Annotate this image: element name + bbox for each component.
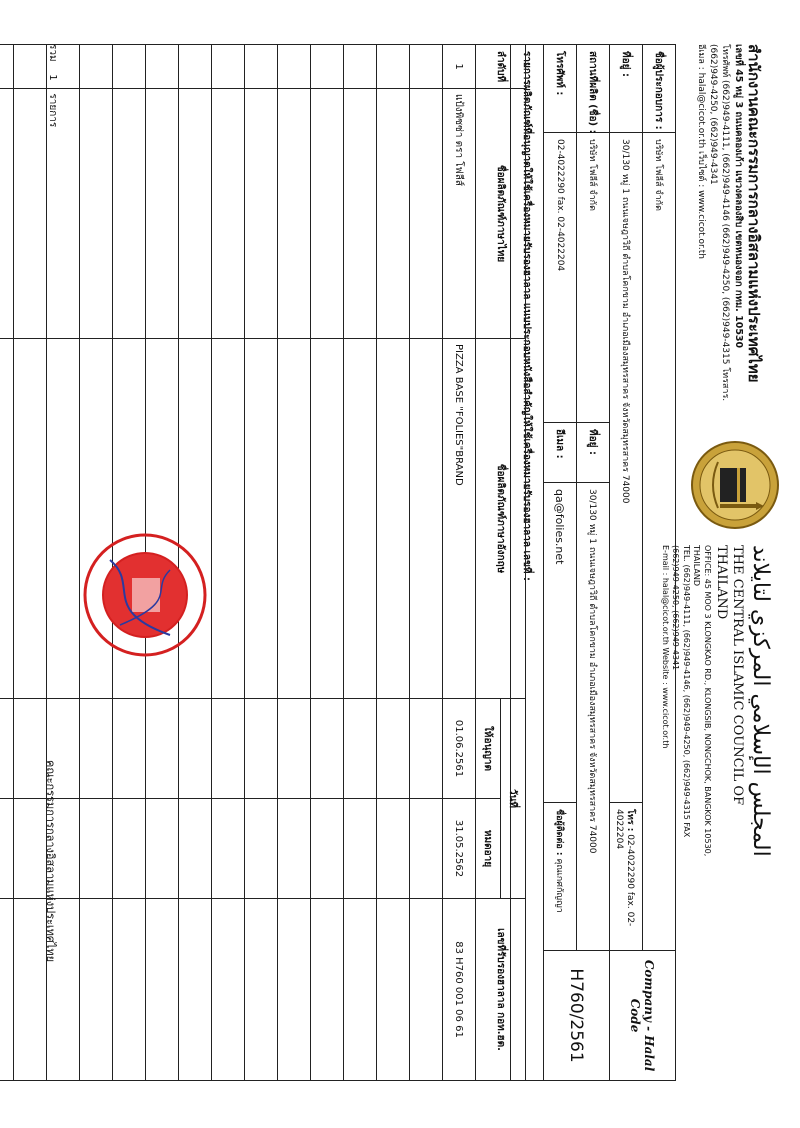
row-name-th xyxy=(80,89,113,339)
office-address-thai: เลขที่ 45 หมู่ 3 ถนนคลองเก้า แขวงคลองสิบ เขตหนองจอก กทม. 10530 xyxy=(732,44,744,349)
row-cert xyxy=(212,899,245,1081)
row-name-th xyxy=(113,89,146,339)
phone-value: 02-4022290 fax. 02-4022204 xyxy=(544,133,577,423)
phone-label: โทรศัพท์ : xyxy=(544,45,577,133)
row-issued xyxy=(410,699,443,799)
row-issued xyxy=(377,699,410,799)
row-cert xyxy=(278,899,311,1081)
row-expiry xyxy=(245,799,278,899)
row-issued xyxy=(80,699,113,799)
row-expiry xyxy=(179,799,212,899)
office-phone-english: TEL. (662)949-4111, (662)949-4146, (662)949-4250, (662)949-4315 FAX (662)949-4250, (662)949-4341 xyxy=(671,545,691,838)
row-cert: 83 H760 001 06 61 xyxy=(443,899,476,1081)
row-issued xyxy=(245,699,278,799)
col-header-no: ลำดับที่ xyxy=(476,45,526,89)
row-name-th xyxy=(179,89,212,339)
row-cert xyxy=(410,899,443,1081)
row-name-en xyxy=(344,339,377,699)
operator-value: บริษัท โฟลีส์ จำกัด xyxy=(643,133,676,951)
row-no: 1 xyxy=(443,45,476,89)
col-header-cert: เลขที่รับรองฮาลาล กอท.ฮต. xyxy=(476,899,526,1081)
row-no xyxy=(212,45,245,89)
col-header-date: วันที่ xyxy=(501,699,526,899)
office-email-thai: อีเมล : halal@cicot.or.th เว็บไซต์ : www.cicot.or.th xyxy=(695,44,706,260)
row-no xyxy=(113,45,146,89)
row-cert xyxy=(80,899,113,1081)
tel-label: โทร : xyxy=(625,809,635,832)
row-name-th xyxy=(146,89,179,339)
row-name-th xyxy=(344,89,377,339)
row-name-en xyxy=(377,339,410,699)
factory-address-label: ที่อยู่ : xyxy=(577,423,610,483)
row-no xyxy=(245,45,278,89)
row-no xyxy=(14,45,47,89)
row-name-en xyxy=(0,339,14,699)
table-row xyxy=(443,45,476,1081)
row-no xyxy=(377,45,410,89)
row-name-th: แป้งพิซซ่า ตรา โฟลีส์ xyxy=(443,89,476,339)
office-phone-thai: โทรศัพท์ (662)949-4111, (662)949-4146 (662)949-4250, (662)949-4315 โทรสาร. (662)949-4250, (662)949-4341 xyxy=(707,44,730,402)
col-header-name-th: ชื่อผลิตภัณฑ์ภาษาไทย xyxy=(476,89,526,339)
row-issued xyxy=(113,699,146,799)
row-issued xyxy=(344,699,377,799)
office-web-english: E-mail : halal@cicot.or.th Website : www.cicot.or.th xyxy=(661,545,671,749)
table-row xyxy=(212,45,245,1081)
official-red-stamp xyxy=(80,530,210,660)
row-issued xyxy=(212,699,245,799)
row-no xyxy=(311,45,344,89)
tel-value: 02-4022290 fax. 02-4022204 xyxy=(614,809,635,927)
row-expiry xyxy=(377,799,410,899)
address-value: 30/130 หมู่ 1 ถนนเจษฎาวิถี ตำบลโคกขาม อำเภอเมืองสมุทรสาคร จังหวัดสมุทรสาคร 74000 xyxy=(610,133,643,803)
row-expiry xyxy=(278,799,311,899)
email-label: อีเมล : xyxy=(544,423,577,483)
table-row xyxy=(377,45,410,1081)
contact-label: ชื่อผู้ติดต่อ : xyxy=(554,809,564,856)
row-issued: 01.06.2561 xyxy=(443,699,476,799)
company-halal-code-label: Company - Halal Code xyxy=(610,951,676,1081)
table-row xyxy=(278,45,311,1081)
row-issued xyxy=(179,699,212,799)
row-expiry xyxy=(0,799,14,899)
row-name-en: PIZZA BASE "FOLIES"BRAND xyxy=(443,339,476,699)
total-summary xyxy=(45,44,60,127)
row-name-th xyxy=(0,89,14,339)
total-count: 1 xyxy=(47,74,58,81)
contact-value: คุณเกศกัญญา xyxy=(554,858,564,913)
table-row xyxy=(311,45,344,1081)
row-expiry xyxy=(410,799,443,899)
row-no xyxy=(410,45,443,89)
operator-label: ชื่อผู้ประกอบการ : xyxy=(643,45,676,133)
office-header-english xyxy=(660,545,774,865)
total-label: รวม xyxy=(47,44,58,62)
row-no xyxy=(344,45,377,89)
factory-address-value: 30/130 หมู่ 1 ถนนเจษฎาวิถี ตำบลโคกขาม อำเภอเมืองสมุทรสาคร จังหวัดสมุทรสาคร 74000 xyxy=(577,483,610,951)
row-name-en xyxy=(311,339,344,699)
row-cert xyxy=(311,899,344,1081)
row-expiry xyxy=(146,799,179,899)
product-table xyxy=(0,44,526,1081)
row-name-en xyxy=(410,339,443,699)
table-row xyxy=(0,45,14,1081)
tel-cell xyxy=(610,803,643,951)
row-cert xyxy=(344,899,377,1081)
row-cert xyxy=(245,899,278,1081)
row-name-th xyxy=(410,89,443,339)
row-name-en xyxy=(245,339,278,699)
row-name-th xyxy=(377,89,410,339)
row-expiry xyxy=(212,799,245,899)
factory-value: บริษัท โฟลีส์ จำกัด xyxy=(577,133,610,423)
row-issued xyxy=(278,699,311,799)
address-label: ที่อยู่ : xyxy=(610,45,643,133)
row-name-th xyxy=(14,89,47,339)
row-name-th xyxy=(212,89,245,339)
office-name-arabic: المجلس الإسلامي المركزي لتايلاند xyxy=(748,545,773,857)
operator-info-table xyxy=(510,44,676,1081)
table-row xyxy=(410,45,443,1081)
row-name-th xyxy=(311,89,344,339)
company-halal-code-value: H760/2561 xyxy=(544,951,610,1081)
row-issued xyxy=(0,699,14,799)
contact-cell xyxy=(544,803,577,951)
row-expiry: 31.05.2562 xyxy=(443,799,476,899)
row-name-en xyxy=(212,339,245,699)
row-name-en xyxy=(47,339,80,699)
row-issued xyxy=(146,699,179,799)
col-header-issued: ให้อนุญาต xyxy=(476,699,501,799)
row-expiry xyxy=(311,799,344,899)
row-cert xyxy=(146,899,179,1081)
row-name-en xyxy=(278,339,311,699)
product-list-caption: รายการผลิตภัณฑ์ที่อนุญาตให้ใช้เครื่องหมายรับรองฮาลาล แนบประกอบหนังสือสำคัญให้ใช้เครื่องหมายรับรองฮาลาล เลขที่ : xyxy=(511,45,544,1081)
office-address-english: OFFICE: 45 MOO 3 KLONGKAO RD., KLONGSIB, NONGCHOK, BANGKOK 10530, THAILAND xyxy=(692,545,712,857)
col-header-name-en: ชื่อผลิตภัณฑ์ภาษาอังกฤษ xyxy=(476,339,526,699)
office-header-thai xyxy=(695,44,764,424)
row-no xyxy=(146,45,179,89)
row-no xyxy=(278,45,311,89)
row-cert xyxy=(179,899,212,1081)
table-row xyxy=(245,45,278,1081)
total-unit: รายการ xyxy=(47,93,58,128)
row-expiry xyxy=(113,799,146,899)
row-expiry xyxy=(344,799,377,899)
table-row xyxy=(344,45,377,1081)
row-no xyxy=(80,45,113,89)
row-name-th xyxy=(245,89,278,339)
email-value: qa@folies.net xyxy=(544,483,577,803)
row-no xyxy=(0,45,14,89)
product-table-body xyxy=(0,45,476,1081)
row-expiry xyxy=(80,799,113,899)
row-issued xyxy=(311,699,344,799)
row-name-th xyxy=(278,89,311,339)
office-name-english: THE CENTRAL ISLAMIC COUNCIL OF THAILAND xyxy=(713,545,746,806)
committee-signature-line: คณะกรรมการกลางอิสลามแห่งประเทศไทย xyxy=(44,760,57,963)
office-name-thai: สำนักงานคณะกรรมการกลางอิสลามแห่งประเทศไทย xyxy=(745,44,763,383)
cicot-emblem-logo xyxy=(690,440,780,530)
row-name-en xyxy=(14,339,47,699)
factory-label: สถานที่ผลิต (ชื่อ) : xyxy=(577,45,610,133)
row-no xyxy=(179,45,212,89)
row-cert xyxy=(377,899,410,1081)
col-header-expiry: หมดอายุ xyxy=(476,799,501,899)
row-cert xyxy=(0,899,14,1081)
row-cert xyxy=(113,899,146,1081)
